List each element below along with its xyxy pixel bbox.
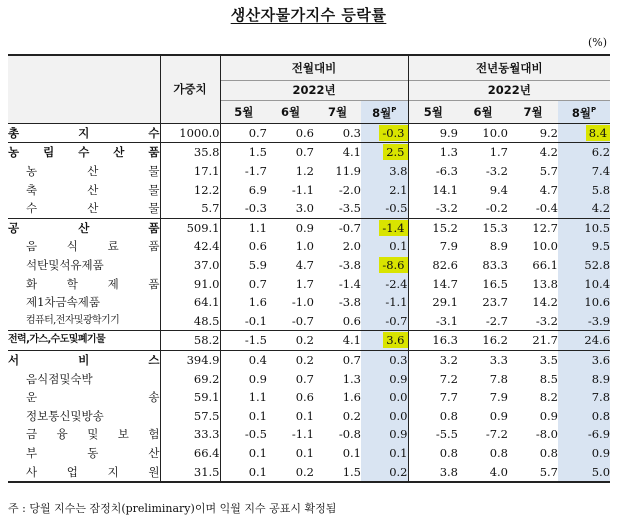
yoy-cell: 8.9 (558, 369, 610, 388)
mom-cell: -1.0 (291, 295, 314, 310)
weight-cell: 66.4 (160, 444, 220, 463)
mom-cell: 1.6 (220, 293, 267, 312)
table-row (8, 218, 610, 237)
weight-cell: 37.0 (160, 256, 220, 275)
mom-cell: -0.1 (220, 312, 267, 331)
mom-cell: -0.8 (338, 427, 361, 442)
mom-cell: 0.3 (361, 350, 408, 369)
mom-cell: -0.5 (361, 199, 408, 218)
yoy-cell: 7.9 (489, 390, 508, 405)
table-row (8, 369, 610, 388)
yoy-cell: 7.2 (408, 369, 458, 388)
yoy-cell: 16.5 (482, 276, 508, 291)
yoy-cell: -3.1 (408, 312, 458, 331)
weight-cell: 509.1 (160, 218, 220, 237)
weight-cell: 17.1 (160, 162, 220, 181)
header-month-current: 8월$^P$ (361, 100, 408, 123)
yoy-cell: 0.9 (558, 444, 610, 463)
header-month: 6월 (267, 100, 314, 123)
mom-cell: -3.5 (338, 201, 361, 216)
table-row (8, 237, 610, 256)
table-row (8, 462, 610, 482)
row-label: 서 비 스 (8, 350, 160, 369)
weight-cell: 33.3 (160, 425, 220, 444)
mom-cell: 5.9 (220, 256, 267, 275)
yoy-cell: 0.8 (489, 445, 508, 460)
highlighted-value: -0.3 (379, 125, 407, 141)
mom-cell: -1.5 (220, 331, 267, 351)
yoy-cell: 15.2 (408, 218, 458, 237)
mom-cell: 0.7 (314, 350, 361, 369)
yoy-cell: 8.2 (539, 390, 558, 405)
mom-cell: -1.1 (291, 427, 314, 442)
yoy-cell: 10.0 (532, 239, 558, 254)
mom-cell: 0.6 (295, 390, 314, 405)
mom-cell (361, 123, 408, 143)
mom-cell: 2.0 (342, 239, 361, 254)
table-row (8, 388, 610, 407)
mom-cell: 0.1 (220, 444, 267, 463)
yoy-cell: 0.8 (408, 444, 458, 463)
weight-cell: 69.2 (160, 369, 220, 388)
yoy-cell: 83.3 (482, 258, 508, 273)
mom-cell: 3.8 (361, 162, 408, 181)
yoy-cell: 3.2 (408, 350, 458, 369)
weight-cell: 59.1 (160, 388, 220, 407)
row-label: 석탄및석유제품 (26, 258, 104, 273)
yoy-cell: 16.3 (408, 331, 458, 351)
row-label: 운 송 (26, 390, 160, 405)
yoy-cell: 14.1 (408, 180, 458, 199)
yoy-cell: 0.8 (408, 407, 458, 426)
yoy-cell: 13.8 (532, 276, 558, 291)
yoy-cell: 3.3 (458, 350, 508, 369)
mom-cell: 0.7 (295, 371, 314, 386)
yoy-cell: 9.9 (408, 123, 458, 143)
yoy-cell: 3.5 (508, 350, 558, 369)
mom-cell: 11.9 (335, 164, 361, 179)
mom-cell: 1.2 (295, 164, 314, 179)
mom-cell: 4.7 (295, 258, 314, 273)
mom-cell: -3.8 (338, 258, 361, 273)
yoy-cell: -8.0 (535, 427, 558, 442)
yoy-cell: 10.6 (558, 293, 610, 312)
mom-cell: 0.6 (220, 237, 267, 256)
yoy-cell: 8.5 (539, 371, 558, 386)
highlighted-value: -8.6 (379, 257, 407, 273)
mom-cell: -0.3 (220, 199, 267, 218)
header-mom: 전월대비 (220, 55, 408, 81)
mom-cell: 0.6 (267, 123, 314, 143)
mom-cell: 0.2 (267, 350, 314, 369)
yoy-cell: 29.1 (408, 293, 458, 312)
mom-cell: 0.2 (342, 408, 361, 423)
mom-cell (361, 218, 408, 237)
mom-cell: 0.9 (267, 218, 314, 237)
mom-cell: 0.6 (342, 313, 361, 328)
row-label: 컴퓨터,전자및광학기기 (26, 314, 120, 326)
mom-cell: 2.1 (361, 180, 408, 199)
mom-cell: 0.9 (361, 425, 408, 444)
row-label: 총 지 수 (8, 123, 160, 143)
header-month: 7월 (508, 100, 558, 123)
yoy-cell: -3.2 (535, 313, 558, 328)
yoy-cell: 0.8 (539, 445, 558, 460)
row-label: 전력,가스,수도및폐기물 (8, 331, 160, 351)
unit-label: (%) (587, 36, 607, 49)
mom-cell (361, 331, 408, 351)
yoy-cell: 16.2 (458, 331, 508, 351)
yoy-cell: 1.7 (458, 143, 508, 162)
yoy-cell: 3.6 (558, 350, 610, 369)
mom-cell: 0.7 (220, 274, 267, 293)
yoy-cell: 9.4 (489, 182, 508, 197)
mom-cell: 0.1 (342, 445, 361, 460)
mom-cell: 6.9 (220, 180, 267, 199)
header-year-yoy: 2022년 (408, 81, 610, 101)
row-label: 화 학 제 품 (26, 276, 160, 291)
weight-cell: 12.2 (160, 180, 220, 199)
header-year-mom: 2022년 (220, 81, 408, 101)
yoy-cell: 14.2 (532, 295, 558, 310)
weight-cell: 91.0 (160, 274, 220, 293)
mom-cell: 0.1 (361, 237, 408, 256)
mom-cell: 1.0 (295, 239, 314, 254)
mom-cell: 4.1 (314, 331, 361, 351)
mom-cell: -0.7 (314, 218, 361, 237)
yoy-cell: 23.7 (482, 295, 508, 310)
header-yoy: 전년동월대비 (408, 55, 610, 81)
weight-cell: 48.5 (160, 312, 220, 331)
yoy-cell: 4.2 (508, 143, 558, 162)
yoy-cell: 52.8 (558, 256, 610, 275)
mom-cell: 1.1 (220, 218, 267, 237)
table-row (8, 143, 610, 162)
yoy-cell: -6.3 (408, 162, 458, 181)
table-row (8, 350, 610, 369)
mom-cell: 1.5 (314, 462, 361, 482)
row-label: 공 산 품 (8, 218, 160, 237)
yoy-cell: 9.2 (508, 123, 558, 143)
row-label: 음 식 료 품 (26, 239, 160, 254)
weight-cell: 394.9 (160, 350, 220, 369)
mom-cell: 0.0 (361, 407, 408, 426)
yoy-cell: -3.2 (485, 164, 508, 179)
yoy-cell: -3.2 (408, 199, 458, 218)
header-month: 7월 (314, 100, 361, 123)
weight-cell: 31.5 (160, 462, 220, 482)
table-row (8, 199, 610, 218)
mom-cell: 0.2 (361, 462, 408, 482)
yoy-cell: 24.6 (558, 331, 610, 351)
yoy-cell: -7.2 (485, 427, 508, 442)
table-row (8, 274, 610, 293)
table-row (8, 331, 610, 351)
row-label: 금 융 및 보 험 (26, 427, 160, 442)
yoy-cell: 4.2 (558, 199, 610, 218)
mom-cell: -2.4 (361, 274, 408, 293)
yoy-cell: 10.5 (558, 218, 610, 237)
weight-cell: 42.4 (160, 237, 220, 256)
yoy-cell: 5.7 (539, 164, 558, 179)
yoy-cell: 82.6 (408, 256, 458, 275)
highlighted-value: 8.4 (586, 125, 610, 141)
yoy-cell: 0.9 (489, 408, 508, 423)
mom-cell: -1.1 (361, 293, 408, 312)
yoy-cell: 7.8 (558, 388, 610, 407)
row-label: 축 산 물 (26, 182, 160, 197)
mom-cell: 4.1 (314, 143, 361, 162)
mom-cell: 0.9 (220, 369, 267, 388)
yoy-cell: 10.0 (458, 123, 508, 143)
weight-cell: 5.7 (160, 199, 220, 218)
yoy-cell: 6.2 (558, 143, 610, 162)
header-month: 6월 (458, 100, 508, 123)
row-label: 정보통신및방송 (26, 408, 104, 423)
mom-cell: -0.7 (361, 312, 408, 331)
table-row (8, 180, 610, 199)
mom-cell: -0.5 (220, 425, 267, 444)
yoy-cell: 15.3 (458, 218, 508, 237)
header-blank (8, 55, 160, 123)
yoy-cell: 1.3 (408, 143, 458, 162)
yoy-cell: 4.7 (539, 182, 558, 197)
yoy-cell: 7.8 (489, 371, 508, 386)
mom-cell: -1.1 (291, 182, 314, 197)
row-label: 부 동 산 (26, 445, 160, 460)
mom-cell: 3.0 (295, 201, 314, 216)
yoy-cell: 12.7 (508, 218, 558, 237)
weight-cell: 35.8 (160, 143, 220, 162)
mom-cell: 0.1 (295, 445, 314, 460)
mom-cell: 1.7 (295, 276, 314, 291)
yoy-cell: -3.9 (558, 312, 610, 331)
weight-cell: 58.2 (160, 331, 220, 351)
table-row (8, 407, 610, 426)
header-weight: 가중치 (160, 55, 220, 123)
page-title: 생산자물가지수 등락률 (230, 6, 387, 24)
header-month: 5월 (220, 100, 267, 123)
highlighted-value: -1.4 (379, 220, 407, 236)
header-month: 5월 (408, 100, 458, 123)
yoy-cell: 8.9 (489, 239, 508, 254)
mom-cell: -2.0 (338, 182, 361, 197)
table-row (8, 162, 610, 181)
yoy-cell: 10.4 (558, 274, 610, 293)
mom-cell: -1.4 (338, 276, 361, 291)
mom-cell: 1.5 (220, 143, 267, 162)
highlighted-value: 2.5 (383, 144, 407, 160)
yoy-cell: 5.0 (558, 462, 610, 482)
table-row (8, 312, 610, 331)
mom-cell: 0.1 (220, 462, 267, 482)
mom-cell: 0.2 (267, 462, 314, 482)
yoy-cell: 9.5 (558, 237, 610, 256)
footnote: 주 : 당월 지수는 잠정치(preliminary)이며 익월 지수 공표시 확정됨 (8, 502, 337, 515)
yoy-cell: 7.7 (408, 388, 458, 407)
mom-cell: 0.4 (220, 350, 267, 369)
mom-cell: 0.2 (267, 331, 314, 351)
header-month-current: 8월$^P$ (558, 100, 610, 123)
yoy-cell: 14.7 (408, 274, 458, 293)
yoy-cell: 7.4 (558, 162, 610, 181)
mom-cell: 1.1 (220, 388, 267, 407)
yoy-cell (558, 123, 610, 143)
yoy-cell: 5.8 (558, 180, 610, 199)
table-row (8, 293, 610, 312)
row-label: 사 업 지 원 (8, 462, 160, 482)
mom-cell: -1.7 (220, 162, 267, 181)
ppi-table (8, 54, 610, 483)
table-row (8, 425, 610, 444)
yoy-cell: 7.9 (408, 237, 458, 256)
table-row (8, 256, 610, 275)
yoy-cell: 4.0 (458, 462, 508, 482)
mom-cell: 0.0 (361, 388, 408, 407)
row-label: 수 산 물 (26, 201, 160, 216)
mom-cell: 0.9 (361, 369, 408, 388)
table-row (8, 123, 610, 143)
yoy-cell: -0.2 (485, 201, 508, 216)
mom-cell: -0.7 (291, 313, 314, 328)
mom-cell: 0.1 (361, 444, 408, 463)
yoy-cell: 5.7 (508, 462, 558, 482)
mom-cell: 0.7 (267, 143, 314, 162)
yoy-cell: -2.7 (485, 313, 508, 328)
mom-cell: 0.1 (220, 407, 267, 426)
mom-cell: 1.6 (342, 390, 361, 405)
mom-cell (361, 256, 408, 275)
mom-cell: 0.3 (314, 123, 361, 143)
mom-cell (361, 143, 408, 162)
mom-cell: 0.1 (295, 408, 314, 423)
yoy-cell: -6.9 (558, 425, 610, 444)
mom-cell: -3.8 (338, 295, 361, 310)
mom-cell: 0.7 (220, 123, 267, 143)
weight-cell: 1000.0 (160, 123, 220, 143)
weight-cell: 57.5 (160, 407, 220, 426)
row-label: 음식점및숙박 (26, 371, 93, 386)
yoy-cell: 0.8 (558, 407, 610, 426)
weight-cell: 64.1 (160, 293, 220, 312)
row-label: 농 산 물 (26, 164, 160, 179)
yoy-cell: 3.8 (408, 462, 458, 482)
mom-cell: 1.3 (342, 371, 361, 386)
highlighted-value: 3.6 (383, 332, 407, 348)
yoy-cell: 0.9 (539, 408, 558, 423)
table-row (8, 444, 610, 463)
row-label: 제1차금속제품 (26, 295, 100, 310)
yoy-cell: -0.4 (535, 201, 558, 216)
row-label: 농 림 수 산 품 (8, 143, 160, 162)
yoy-cell: 66.1 (532, 258, 558, 273)
yoy-cell: 21.7 (508, 331, 558, 351)
yoy-cell: -5.5 (408, 425, 458, 444)
